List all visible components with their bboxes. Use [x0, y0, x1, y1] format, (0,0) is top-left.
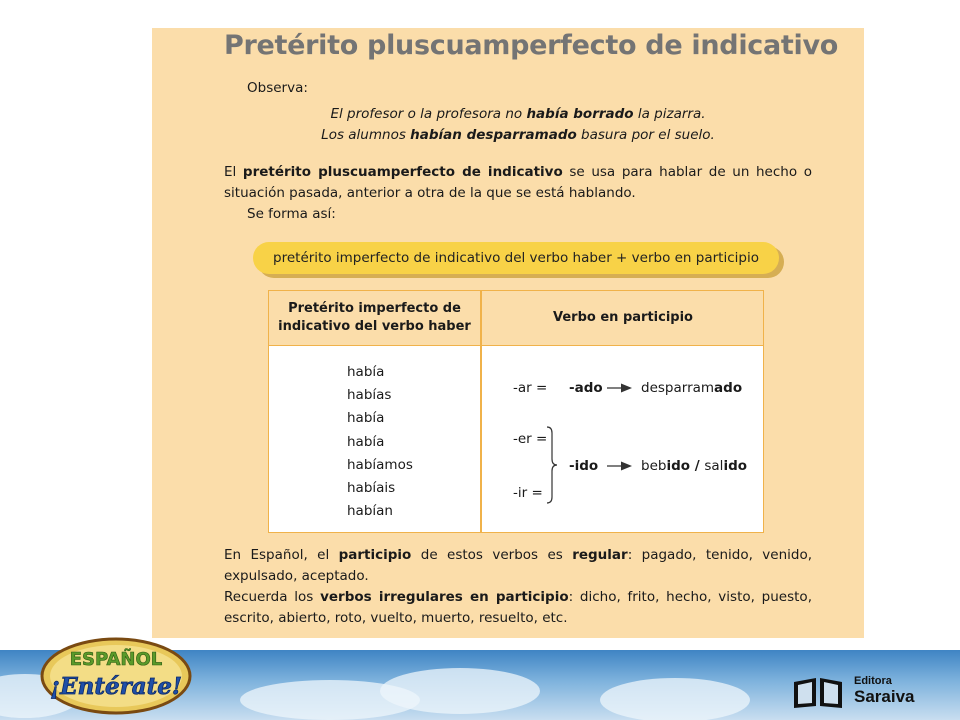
ido-suffix-label: -ido	[569, 458, 599, 474]
arrow-right-icon	[607, 459, 633, 473]
header-col-participio: Verbo en participio	[553, 310, 693, 325]
cloud	[380, 668, 540, 714]
ado-suffix-label: -ado	[569, 380, 603, 396]
formula-pill	[253, 242, 779, 274]
espanol-enterate-logo	[38, 632, 198, 716]
definition-paragraph: El pretérito pluscuamperfecto de indicativo se usa para hablar de un hecho o situación pasada, anterior a otra de la que se está hablando.	[224, 164, 812, 201]
regular-participle-note: En Español, el participio de estos verbos es regular: pagado, tenido, venido, expulsado, aceptado.	[224, 547, 812, 584]
haber-form: habían	[347, 503, 393, 520]
observa-label: Observa:	[247, 80, 308, 96]
haber-form: había	[347, 433, 385, 450]
haber-form: habíais	[347, 480, 396, 497]
logo-line2: ¡Entérate!	[50, 673, 182, 700]
ar-ending-label: -ar =	[513, 380, 548, 396]
haber-form: habías	[347, 387, 392, 404]
conjugation-table	[268, 290, 764, 533]
irregular-participle-note: Recuerda los verbos irregulares en participio: dicho, frito, hecho, visto, puesto, escrito, abierto, roto, vuelto, muerto, resuelto, etc.	[224, 589, 812, 626]
open-book-icon	[790, 672, 846, 710]
formula-text: pretérito imperfecto de indicativo del verbo haber + verbo en participio	[273, 250, 759, 266]
publisher-logo	[790, 672, 940, 712]
cloud	[600, 678, 750, 720]
header-col-haber: Pretérito imperfecto de indicativo del verbo haber	[278, 301, 471, 334]
publisher-name: Saraiva	[854, 687, 915, 706]
logo-line1: ESPAÑOL	[69, 649, 163, 670]
arrow-right-icon	[607, 381, 633, 395]
haber-form: había	[347, 364, 385, 380]
se-forma-label: Se forma así:	[247, 206, 336, 222]
examples-block	[224, 104, 812, 146]
page-title: Pretérito pluscuamperfecto de indicativo	[224, 30, 839, 61]
example-sentence-1: El profesor o la profesora no había borrado la pizarra.	[330, 106, 706, 122]
ir-ending-label: -ir =	[513, 485, 543, 501]
ado-example: desparramado	[641, 380, 743, 396]
curly-brace-icon	[545, 426, 559, 504]
example-sentence-2: Los alumnos habían desparramado basura por el suelo.	[321, 127, 715, 143]
er-ending-label: -er =	[513, 431, 548, 447]
ido-example: bebido / salido	[641, 458, 748, 474]
publisher-small-text: Editora	[854, 675, 892, 687]
haber-form: había	[347, 410, 385, 427]
haber-forms-list	[347, 361, 413, 523]
haber-form: habíamos	[347, 456, 413, 473]
